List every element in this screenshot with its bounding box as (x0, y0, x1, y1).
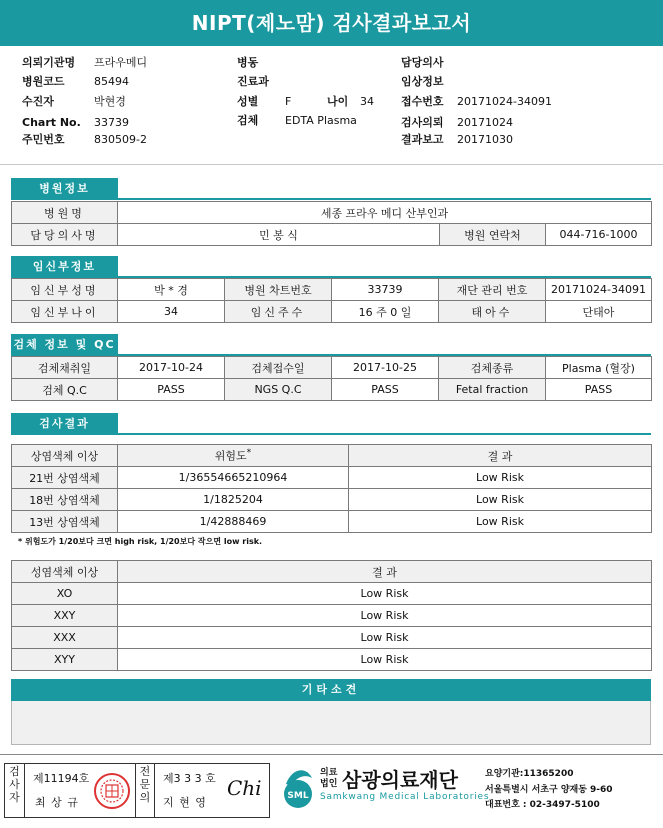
result-section-tab: 검사결과 (11, 413, 118, 434)
hospital-name-label: 병원명 (12, 202, 118, 224)
sex-name: XYY (12, 649, 118, 671)
foundation-phone: 대표번호 : 02-3497-5100 (485, 800, 600, 810)
pregnant-section-tab: 임신부정보 (11, 256, 118, 277)
sex-name: XO (12, 583, 118, 605)
chart-value: 33739 (332, 279, 439, 301)
specialist-signature: Chi (227, 776, 262, 800)
specimen-table (11, 356, 652, 401)
specimen-label: 검체 (237, 114, 259, 127)
examiner-seal-icon (93, 772, 131, 810)
table-row (12, 511, 652, 533)
sex-header: 성염색체 이상 (12, 561, 118, 583)
report-date-value: 20171030 (457, 133, 513, 146)
receive-date-label: 검체접수일 (225, 357, 332, 379)
foundation-no-value: 20171024-34091 (546, 279, 652, 301)
examiner-label (5, 764, 25, 817)
sex-result: Low Risk (118, 605, 652, 627)
autosome-risk: 1/36554665210964 (118, 467, 349, 489)
sml-logo-text: SML (287, 791, 309, 801)
specimen-qc-value: PASS (118, 379, 225, 401)
pregnant-name-label: 임신부성명 (12, 279, 118, 301)
sex-chromosome-table (11, 560, 652, 671)
autosome-header: 상염색체 이상 (12, 445, 118, 467)
autosome-result-header: 결 과 (349, 445, 652, 467)
specimen-type-value: Plasma (혈장) (546, 357, 652, 379)
weeks-label: 임신주수 (225, 301, 332, 323)
sex-result: Low Risk (118, 583, 652, 605)
autosome-name: 13번 상염색체 (12, 511, 118, 533)
foundation-no-label: 재단 관리 번호 (439, 279, 546, 301)
signature-box (4, 763, 270, 818)
foundation-care-no: 요양기관:11365200 (485, 769, 574, 779)
table-row (12, 467, 652, 489)
sex-name: XXX (12, 627, 118, 649)
attending-value: 민 봉 식 (118, 224, 440, 246)
fetus-value: 단태아 (546, 301, 652, 323)
receive-date-value: 2017-10-25 (332, 357, 439, 379)
hospital-table (11, 201, 652, 246)
age-value: 34 (360, 95, 374, 108)
receipt-no-value: 20171024-34091 (457, 95, 552, 108)
table-row (12, 583, 652, 605)
misc-content (11, 701, 651, 745)
sml-logo-icon (276, 764, 320, 810)
table-row (12, 605, 652, 627)
foundation-address: 서울특별시 서초구 양재동 9-60 (485, 785, 613, 795)
table-row (12, 489, 652, 511)
pregnant-age-value: 34 (118, 301, 225, 323)
misc-section-tab: 기타소견 (11, 679, 651, 701)
risk-header (118, 445, 349, 467)
examiner-name: 최 상 규 (35, 796, 79, 809)
risk-header-mark: * (246, 447, 252, 459)
autosome-result: Low Risk (349, 511, 652, 533)
ngs-qc-value: PASS (332, 379, 439, 401)
hospital-name-value: 세종 프라우 메디 산부인과 (118, 202, 652, 224)
table-row (12, 649, 652, 671)
chart-no-value: 33739 (94, 116, 129, 129)
examinee-value: 박현경 (94, 95, 126, 108)
specialist-license: 제3 3 3 호 (163, 772, 216, 785)
report-label: 결과보고 (401, 133, 444, 146)
chart-no-label: Chart No. (22, 116, 81, 129)
fetus-label: 태아수 (439, 301, 546, 323)
pregnant-name-value: 박 * 경 (118, 279, 225, 301)
autosome-table (11, 444, 652, 533)
request-label: 검사의뢰 (401, 116, 444, 129)
attending-label: 담당의사명 (12, 224, 118, 246)
institution-value: 프라우메디 (94, 56, 148, 69)
sex-result: Low Risk (118, 649, 652, 671)
foundation-english: Samkwang Medical Laboratories (320, 792, 490, 802)
collect-date-label: 검체채취일 (12, 357, 118, 379)
specialist-label-text: 전문의 (139, 765, 151, 804)
institution-label: 의뢰기관명 (22, 56, 76, 69)
report-title: NIPT(제노맘) 검사결과보고서 (0, 0, 663, 46)
specimen-type-label: 검체종류 (439, 357, 546, 379)
weeks-value: 16 주 0 일 (332, 301, 439, 323)
table-row (12, 627, 652, 649)
ngs-qc-label: NGS Q.C (225, 379, 332, 401)
contact-value: 044-716-1000 (546, 224, 652, 246)
specimen-section-tab: 검체 정보 및 QC (11, 334, 118, 355)
examiner-license: 제11194호 (33, 772, 90, 785)
autosome-name: 18번 상염색체 (12, 489, 118, 511)
risk-note: * 위험도가 1/20보다 크면 high risk, 1/20보다 작으면 low risk. (18, 537, 263, 546)
specimen-qc-label: 검체 Q.C (12, 379, 118, 401)
autosome-result: Low Risk (349, 467, 652, 489)
fetal-fraction-value: PASS (546, 379, 652, 401)
specialist-label (135, 764, 155, 817)
examinee-label: 수진자 (22, 95, 54, 108)
foundation-prefix-top: 의료 (320, 768, 338, 778)
pregnant-age-label: 임신부나이 (12, 301, 118, 323)
sex-value: F (285, 95, 292, 108)
hospital-section-tab: 병원정보 (11, 178, 118, 199)
sex-result-header: 결 과 (118, 561, 652, 583)
pregnant-table (11, 278, 652, 323)
rrn-value: 830509-2 (94, 133, 147, 146)
doctor-label: 담당의사 (401, 56, 444, 69)
patient-info (0, 52, 663, 164)
collect-date-value: 2017-10-24 (118, 357, 225, 379)
autosome-risk: 1/1825204 (118, 489, 349, 511)
autosome-result: Low Risk (349, 489, 652, 511)
foundation-logo (276, 762, 661, 822)
specialist-name: 지 현 영 (163, 796, 207, 809)
foundation-prefix (320, 768, 337, 790)
result-section-line (11, 433, 651, 435)
hospital-code-value: 85494 (94, 75, 129, 88)
hospital-section-line (11, 198, 651, 200)
footer-divider (0, 754, 663, 755)
rrn-label: 주민번호 (22, 133, 65, 146)
sex-result: Low Risk (118, 627, 652, 649)
examiner-label-text: 검사자 (9, 765, 20, 804)
specimen-value: EDTA Plasma (285, 114, 357, 127)
sex-label: 성별 (237, 95, 259, 108)
autosome-name: 21번 상염색체 (12, 467, 118, 489)
department-label: 진료과 (237, 75, 269, 88)
risk-header-text: 위험도 (214, 449, 247, 463)
sex-name: XXY (12, 605, 118, 627)
hospital-code-label: 병원코드 (22, 75, 65, 88)
clinical-label: 임상정보 (401, 75, 444, 88)
fetal-fraction-label: Fetal fraction (439, 379, 546, 401)
chart-label: 병원 차트번호 (225, 279, 332, 301)
autosome-risk: 1/42888469 (118, 511, 349, 533)
ward-label: 병동 (237, 56, 259, 69)
contact-label: 병원 연락처 (440, 224, 546, 246)
receipt-no-label: 접수번호 (401, 95, 444, 108)
foundation-prefix-bottom: 법인 (320, 779, 338, 789)
request-date-value: 20171024 (457, 116, 513, 129)
info-divider (0, 164, 663, 165)
foundation-name: 삼광의료재단 (342, 768, 458, 792)
age-label: 나이 (327, 95, 349, 108)
